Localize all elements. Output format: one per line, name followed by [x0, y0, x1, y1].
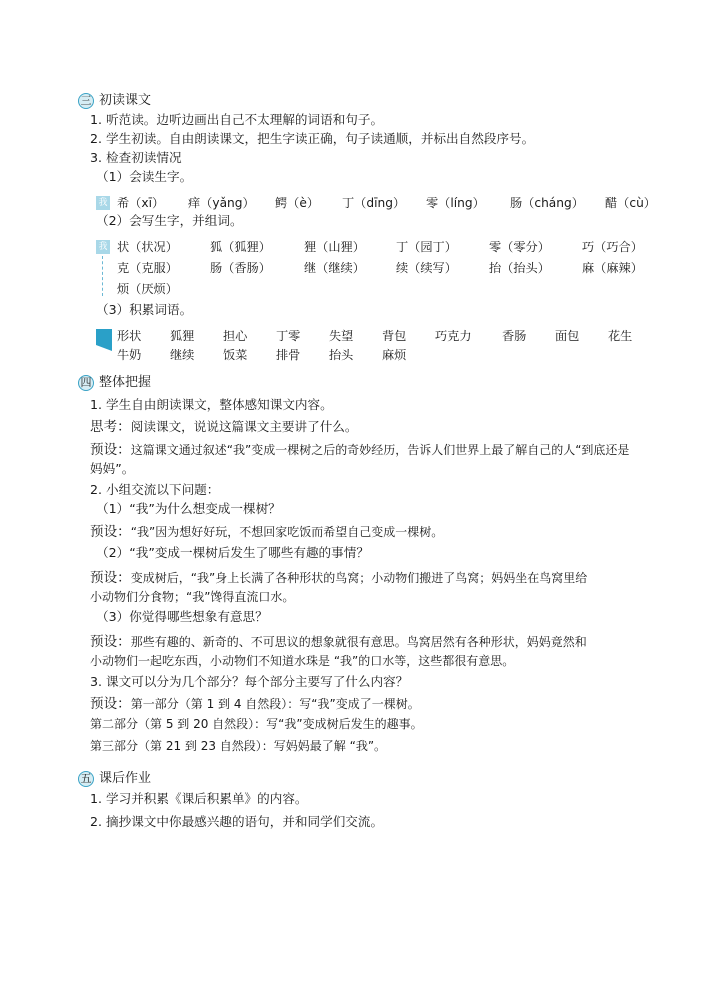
- write-char: 丁（园丁）: [396, 240, 457, 254]
- word: 排骨: [276, 348, 301, 362]
- word: 麻烦: [382, 348, 407, 362]
- read-tag-icon: 我: [96, 196, 110, 210]
- read-char: 零（líng）: [426, 196, 485, 210]
- write-char: 巧（巧合）: [582, 240, 643, 254]
- answer-2: [90, 569, 587, 587]
- sec3-line-1: 1. 听范读。边听边画出自己不太理解的词语和句子。: [90, 112, 384, 127]
- sec5-line-1: 1. 学习并积累《课后积累单》的内容。: [90, 791, 308, 806]
- write-char: 零（零分）: [489, 240, 550, 254]
- word: 牛奶: [117, 348, 142, 362]
- write-tag-icon: 我: [96, 240, 110, 254]
- sec3-sub-1: （1）会读生字。: [96, 169, 193, 184]
- write-char: 继（继续）: [304, 261, 365, 275]
- question-1: （1）“我”为什么想变成一棵树？: [96, 501, 281, 516]
- read-char: 肠（cháng）: [510, 196, 584, 210]
- part-1-text: 第一部分（第 1 到 4 自然段）：写“我”变成了一棵树。: [130, 697, 420, 711]
- think-label: 思考：: [90, 419, 131, 435]
- section-title-3: 初读课文: [99, 93, 152, 108]
- word: 背包: [382, 329, 407, 343]
- sec3-line-3: 3. 检查初读情况: [90, 150, 182, 165]
- write-char: 肠（香肠）: [210, 261, 271, 275]
- sec3-sub-2: （2）会写生字，并组词。: [96, 213, 243, 228]
- word: 花生: [608, 329, 633, 343]
- bookmark-flag-icon: [96, 329, 112, 351]
- word: 巧克力: [435, 329, 472, 343]
- sec5-line-2: 2. 摘抄课文中你最感兴趣的语句，并和同学们交流。: [90, 814, 384, 829]
- preset-label: 预设：: [90, 696, 131, 712]
- section-badge-5: 五: [78, 771, 94, 787]
- question-2: （2）“我”变成一棵树后发生了哪些有趣的事情？: [96, 545, 369, 560]
- answer-1-text: “我”因为想好好玩，不想回家吃饭而希望自己变成一棵树。: [130, 525, 444, 539]
- answer-2b: 小动物们分食物；“我”馋得直流口水。: [90, 590, 295, 604]
- read-char: 痒（yǎng）: [188, 196, 255, 210]
- sec3-line-2: 2. 学生初读。自由朗读课文，把生字读正确，句子读通顺，并标出自然段序号。: [90, 131, 535, 146]
- word: 形状: [117, 329, 142, 343]
- write-char: 麻（麻辣）: [582, 261, 643, 275]
- write-char: 状（状况）: [117, 240, 178, 254]
- word: 失望: [329, 329, 354, 343]
- answer-3: [90, 633, 587, 651]
- answer-3b: 小动物们一起吃东西，小动物们不知道水珠是 “我”的口水等，这些都很有意思。: [90, 654, 515, 668]
- read-char: 丁（dīng）: [342, 196, 406, 210]
- preset-label: 预设：: [90, 524, 131, 540]
- preset-text: 这篇课文通过叙述“我”变成一棵树之后的奇妙经历，告诉人们世界上最了解自己的人“到底还是: [130, 443, 630, 457]
- think-text: 阅读课文，说说这篇课文主要讲了什么。: [130, 419, 358, 434]
- section-title-4: 整体把握: [99, 375, 152, 390]
- read-char: 鳄（è）: [275, 196, 320, 210]
- part-1: [90, 695, 420, 713]
- word: 饭菜: [223, 348, 248, 362]
- word: 继续: [170, 348, 195, 362]
- answer-3-text: 那些有趣的、新奇的、不可思议的想象就很有意思。鸟窝居然有各种形状，妈妈竟然和: [130, 635, 587, 649]
- think-line: [90, 418, 357, 436]
- read-char: 醋（cù）: [605, 196, 656, 210]
- write-char: 续（续写）: [396, 261, 457, 275]
- section-badge-3: 三: [78, 93, 94, 109]
- word: 抬头: [329, 348, 354, 362]
- word: 担心: [223, 329, 248, 343]
- section-title-5: 课后作业: [99, 771, 152, 786]
- preset-label: 预设：: [90, 570, 131, 586]
- dashed-divider: [102, 256, 103, 296]
- word: 香肠: [502, 329, 527, 343]
- word: 面包: [555, 329, 580, 343]
- question-3: （3）你觉得哪些想象有意思？: [96, 609, 268, 624]
- write-char: 抬（抬头）: [489, 261, 550, 275]
- preset-line-1b: 妈妈”。: [90, 461, 135, 476]
- write-char: 克（克服）: [117, 261, 178, 275]
- answer-2-text: 变成树后，“我”身上长满了各种形状的鸟窝；小动物们搬进了鸟窝；妈妈坐在鸟窝里给: [130, 571, 588, 585]
- preset-label: 预设：: [90, 442, 131, 458]
- answer-1: [90, 523, 443, 541]
- sec4-line-2: 2. 小组交流以下问题：: [90, 482, 220, 497]
- word: 狐狸: [170, 329, 195, 343]
- part-3: 第三部分（第 21 到 23 自然段）：写妈妈最了解 “我”。: [90, 739, 387, 753]
- write-char: 狸（山狸）: [304, 240, 365, 254]
- sec3-sub-3: （3）积累词语。: [96, 302, 193, 317]
- preset-line-1: [90, 441, 629, 459]
- preset-label: 预设：: [90, 634, 131, 650]
- write-char: 狐（狐狸）: [210, 240, 271, 254]
- sec4-line-1: 1. 学生自由朗读课文，整体感知课文内容。: [90, 397, 333, 412]
- write-char: 烦（厌烦）: [117, 282, 178, 296]
- word: 丁零: [276, 329, 301, 343]
- section-badge-4: 四: [78, 375, 94, 391]
- read-char: 希（xī）: [117, 196, 165, 210]
- part-2: 第二部分（第 5 到 20 自然段）：写“我”变成树后发生的趣事。: [90, 717, 423, 731]
- sec4-line-3: 3. 课文可以分为几个部分？每个部分主要写了什么内容？: [90, 674, 409, 689]
